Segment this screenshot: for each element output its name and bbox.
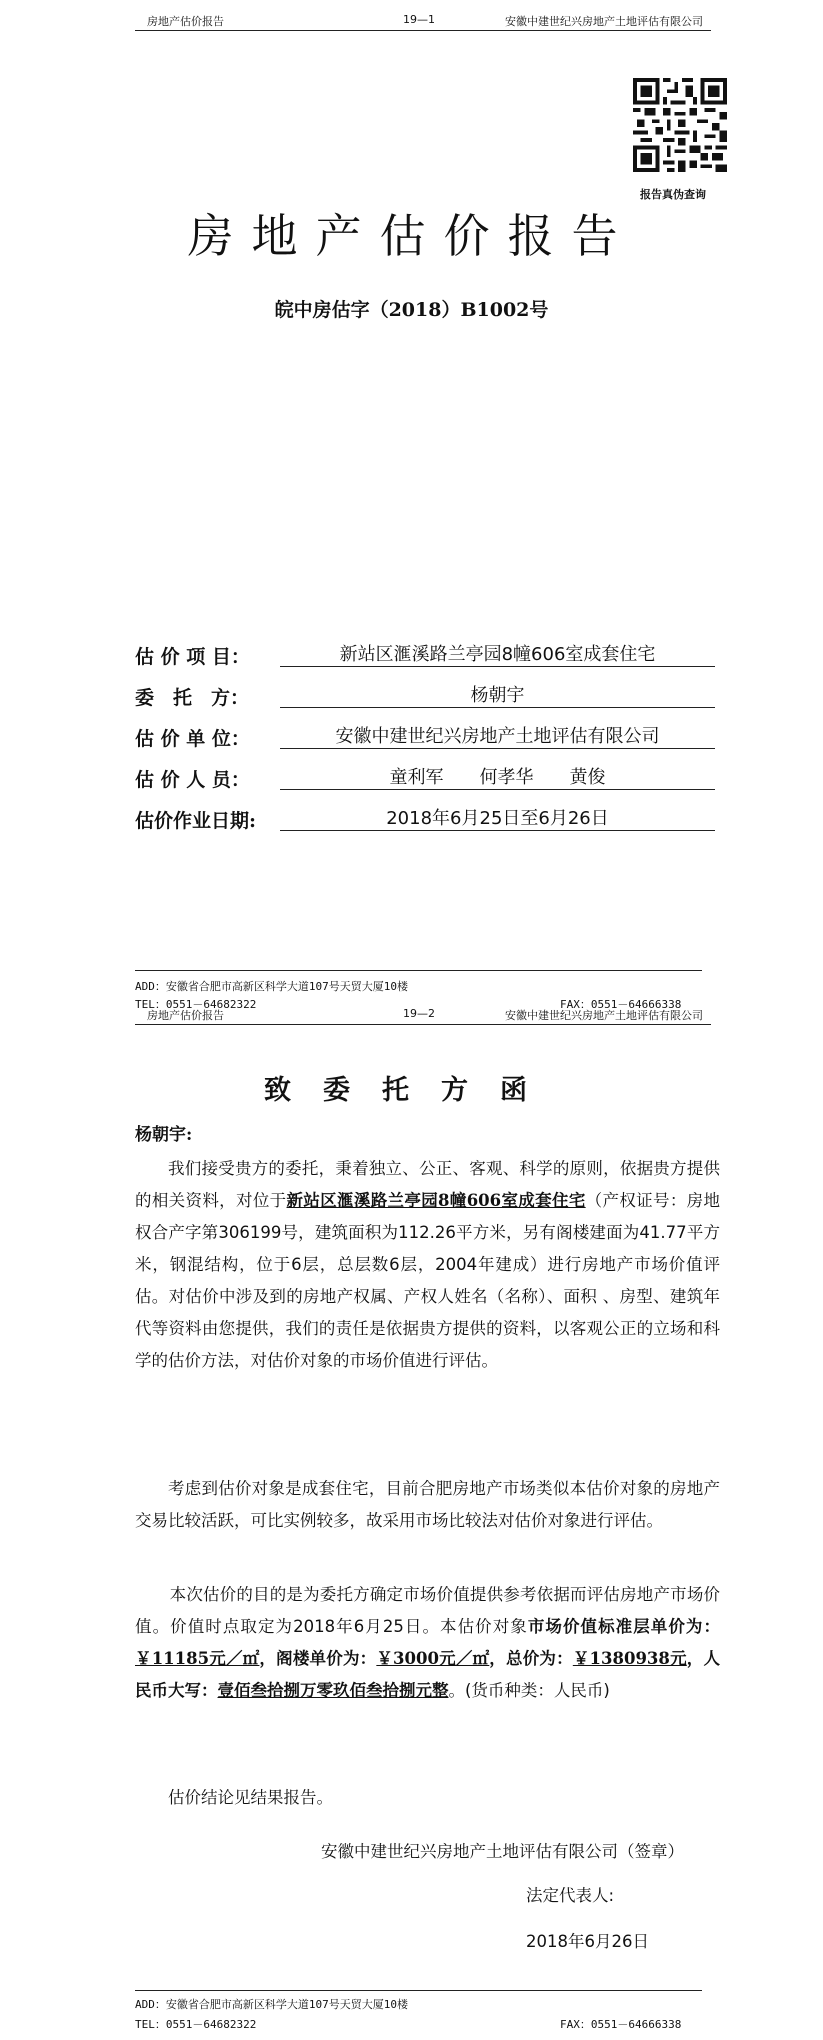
paragraph-3 [135, 1579, 720, 1707]
text-span: ，总价为： [489, 1649, 573, 1668]
property-address: 新站区滙溪路兰亭园8幢606室成套住宅 [286, 1191, 586, 1210]
footer-fax: FAX：0551－64666338 [560, 998, 682, 1011]
field-label: 估 价 单 位： [135, 728, 250, 750]
text-span: （产权证号：房地权合产字第306199号，建筑面积为112.26平方米，另有阁楼建面为41.77平方米，钢混结构，位于6层，总层数6层，2004年建成）进行房地产市场价值评估。对估价中涉及到的房地产权属、产权人姓名（名称）、面积 、房型、建筑年代等资料由您提供，我们的责任是依据贵方提供的资料，以客观公正的立场和科学的估价方法，对估价对象的市场价值进行评估。 [135, 1191, 721, 1370]
page-header [135, 12, 711, 31]
text-span: 我们接受贵方的委托，秉着独立、公正、客观、科学的原则，依据贵方提供的相关资料，对位于 [135, 1159, 720, 1210]
field-value: 安徽中建世纪兴房地产土地评估有限公司 [280, 722, 715, 749]
company-signature: 安徽中建世纪兴房地产土地评估有限公司（签章） [321, 1842, 684, 1861]
paragraph-1 [135, 1153, 720, 1377]
field-value: 2018年6月25日至6月26日 [280, 804, 715, 831]
field-label: 估 价 人 员： [135, 769, 250, 791]
field-project [135, 640, 715, 672]
header-page-number: 19—2 [403, 1007, 435, 1020]
header-company: 安徽中建世纪兴房地产土地评估有限公司 [505, 1009, 703, 1022]
footer-address: ADD：安徽省合肥市高新区科学大道107号天贸大厦10楼 [135, 980, 408, 993]
unit-price: ￥11185元／㎡ [135, 1649, 260, 1668]
footer-divider [135, 970, 702, 971]
field-value: 杨朝宇 [280, 681, 715, 708]
header-left: 房地产估价报告 [147, 15, 224, 28]
field-appraiser-org [135, 722, 715, 754]
text-span: 。(货币种类：人民币) [448, 1681, 610, 1700]
text-span: ，人民币大写： [135, 1649, 720, 1700]
report-title: 房地产估价报告 [187, 209, 636, 263]
header-left: 房地产估价报告 [147, 1009, 224, 1022]
footer-fax: FAX：0551－64666338 [560, 2018, 682, 2031]
text-span: ，阁楼单价为： [259, 1649, 377, 1668]
text-span: 市场价值标准层单价为： [527, 1617, 720, 1636]
header-company: 安徽中建世纪兴房地产土地评估有限公司 [505, 15, 703, 28]
signature-date: 2018年6月26日 [526, 1932, 649, 1951]
total-price-chinese: 壹佰叁拾捌万零玖佰叁拾捌元整 [217, 1681, 449, 1700]
field-label: 委 托 方： [135, 687, 250, 709]
paragraph-2: 考虑到估价对象是成套住宅，目前合肥房地产市场类似本估价对象的房地产交易比较活跃，可比实例较多，故采用市场比较法对估价对象进行评估。 [135, 1479, 720, 1530]
field-appraisers [135, 763, 715, 795]
field-work-date [135, 804, 715, 836]
legal-representative: 法定代表人: [526, 1886, 615, 1905]
qr-code-icon[interactable] [633, 78, 727, 172]
total-price: ￥1380938元 [572, 1649, 687, 1668]
field-label: 估 价 项 目： [135, 646, 250, 668]
field-value: 童利军 何孝华 黄俊 [280, 763, 715, 790]
qr-label: 报告真伪查询 [640, 188, 706, 201]
paragraph-4: 估价结论见结果报告。 [168, 1788, 333, 1807]
header-page-number: 19—1 [403, 13, 435, 26]
field-value: 新站区滙溪路兰亭园8幢606室成套住宅 [280, 640, 715, 667]
footer-tel: TEL：0551－64682322 [135, 998, 257, 1011]
page-header [135, 1006, 711, 1025]
report-number: 皖中房估字（2018）B1002号 [274, 299, 549, 321]
field-label: 估价作业日期: [135, 810, 257, 832]
footer-address: ADD：安徽省合肥市高新区科学大道107号天贸大厦10楼 [135, 1998, 408, 2011]
footer-divider [135, 1990, 702, 1991]
salutation: 杨朝宇: [135, 1125, 193, 1145]
attic-price: ￥3000元／㎡ [376, 1649, 490, 1668]
text-span: 本次估价的目的是为委托方确定市场价值提供参考依据而评估房地产市场价值。价值时点取定为2018年6月25日。本估价对象 [135, 1585, 720, 1636]
letter-title: 致委托方函 [264, 1075, 559, 1106]
footer-tel: TEL：0551－64682322 [135, 2018, 257, 2031]
field-client [135, 681, 715, 713]
